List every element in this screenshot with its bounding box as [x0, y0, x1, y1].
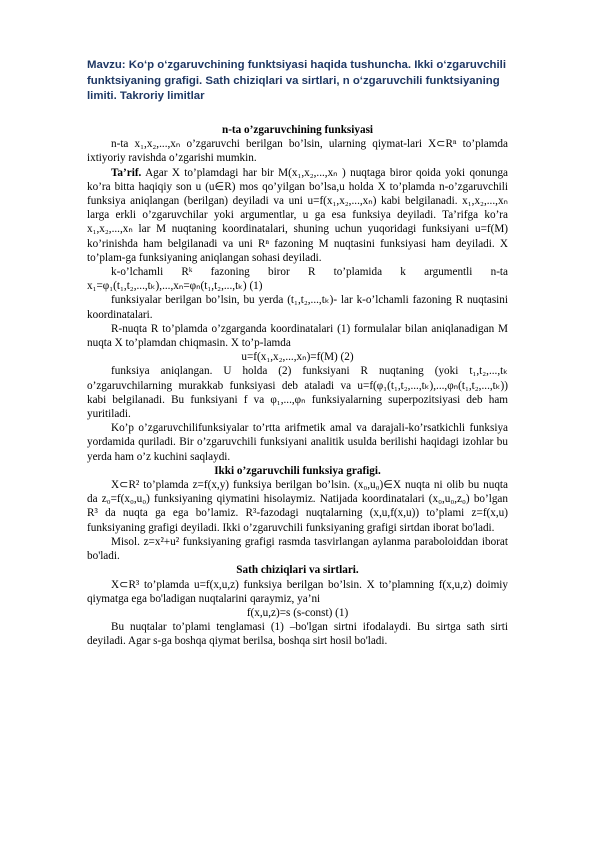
section-heading: Sath chiziqlari va sirtlari.: [236, 564, 359, 577]
body-paragraph: funksiyalar berilgan bo’lsin, bu yerda (t₁,t₂,...,tₖ)- lar k-o’lchamli fazoning R nuqtasini koordinatalari.: [87, 294, 508, 321]
body-paragraph: Misol. z=x²+u² funksiyaning grafigi rasmda tasvirlangan aylanma paraboloiddan iborat bo'ladi.: [87, 535, 508, 563]
body-paragraph: k-o’lchamli Rᵏ fazoning biror R to’plamida k argumentli n-ta x₁=φ₁(t₁,t₂,...,tₖ),...,xₙ=φₙ(t₁,t₂,...,tₖ) (1): [87, 266, 508, 293]
definition-term: Ta’rif.: [111, 166, 142, 179]
body-paragraph: X⊂R² to’plamda z=f(x,y) funksiya berilgan bo’lsin. (x₀,u₀)∈X nuqta ni olib bu nuqta da z₀=f(x₀,u₀) funksiyaning qiymatini hisolaymiz. Natijada koordinatalari (x₀,u₀,z₀) bo’lgan R³ da nuqta ga ega bo’lamiz. R³-fazodagi nuqtalarning (x,u,f(x,u)) to’plami z=f(x,u) funksiyaning grafigi deyiladi. Ikki o’zgaruvchili funksiyaning grafigi sirtdan iborat bo'ladi.: [87, 479, 508, 534]
body-paragraph: R-nuqta R to’plamda o’zgarganda koordinatalari (1) formulalar bilan aniqlanadigan M nuqta X to’plamdan chiqmasin. X to’p-lamda: [87, 322, 508, 350]
page-title: Mavzu: Ko‘p o‘zgaruvchining funktsiyasi haqida tushuncha. Ikki o‘zgaruvchili funktsiyaning grafigi. Sath chiziqlari va sirtlari, n o‘zgaruvchili funktsiyaning limiti. Takroriy limitlar: [87, 59, 506, 103]
section-heading: Ikki o’zgaruvchili funksiya grafigi.: [214, 464, 381, 477]
body-paragraph: funksiya aniqlangan. U holda (2) funksiyani R nuqtaning (yoki t₁,t₂,...,tₖ o’zgaruvchilarning murakkab funksiyasi deb ataladi va u=f(φ₁(t₁,t₂,...,tₖ),...,φₙ(t₁,t₂,...,tₖ)) kabi belgilanadi. Bu funksiyani f va φ₁,...,φₙ funksiyalarning superpozitsiyasi deb ham yuritiladi.: [87, 365, 508, 421]
body-paragraph: X⊂R³ to’plamda u=f(x,u,z) funksiya berilgan bo’lsin. X to’plamning f(x,u,z) doimiy qiymatga ega bo'ladigan nuqtalarini qaraymiz, ya’ni: [87, 578, 508, 605]
body-paragraph: Bu nuqtalar to’plami tenglamasi (1) –bo'lgan sirtni ifodalaydi. Bu sirtga sath sirti deyiladi. Agar s-ga boshqa qiymat berilsa, boshqa sirt hosil bo'ladi.: [87, 621, 508, 648]
document-body: [87, 123, 508, 649]
body-paragraph: n-ta x₁,x₂,...,xₙ o’zgaruvchi berilgan bo’lsin, ularning qiymat-lari X⊂Rⁿ to’plamda ixtiyoriy ravishda o’zgarishi mumkin.: [87, 138, 508, 165]
equation-line: f(x,u,z)=s (s-const) (1): [246, 606, 349, 619]
section-heading: n-ta o’zgaruvchining funksiyasi: [221, 124, 374, 136]
equation-line: u=f(x₁,x₂,...,xₙ)=f(M) (2): [241, 351, 354, 364]
body-paragraph: Ko’p o’zgaruvchilifunksiyalar to’rtta arifmetik amal va darajali-ko’rsatkichli funksiya yordamida quriladi. Bir o’zgaruvchili funksiyani analitik usulda berilishi haqidagi izohlar bu yerda ham o’z kuchini saqlaydi.: [87, 422, 508, 463]
body-paragraph: Ta’rif. Agar X to’plamdagi har bir M(x₁,x₂,...,xₙ ) nuqtaga biror qoida yoki qonunga ko’ra bitta haqiqiy son u (u∈R) mos qo’yilgan bo’lsa,u holda X to’plamda n-o’zgaruvchili funksiya aniqlangan (berilgan) deyiladi va uni u=f(x₁,x₂,...,xₙ) kabi belgilanadi. x₁,x₂,...,xₙ larga erkli o’zgaruvchilar yoki argumentlar, u ga esa funksiya deyiladi. Ta’rifga ko’ra x₁,x₂,...,xₙ lar M nuqtaning koordinatalari, shuning uchun yuqoridagi funksiyani u=f(M) ko’rinishda ham belgilanadi va uni Rⁿ fazoning M nuqtasini funksiyasi ham deyiladi. X to’plam-ga funksiyaning aniqlangan sohasi deyiladi.: [87, 166, 508, 264]
